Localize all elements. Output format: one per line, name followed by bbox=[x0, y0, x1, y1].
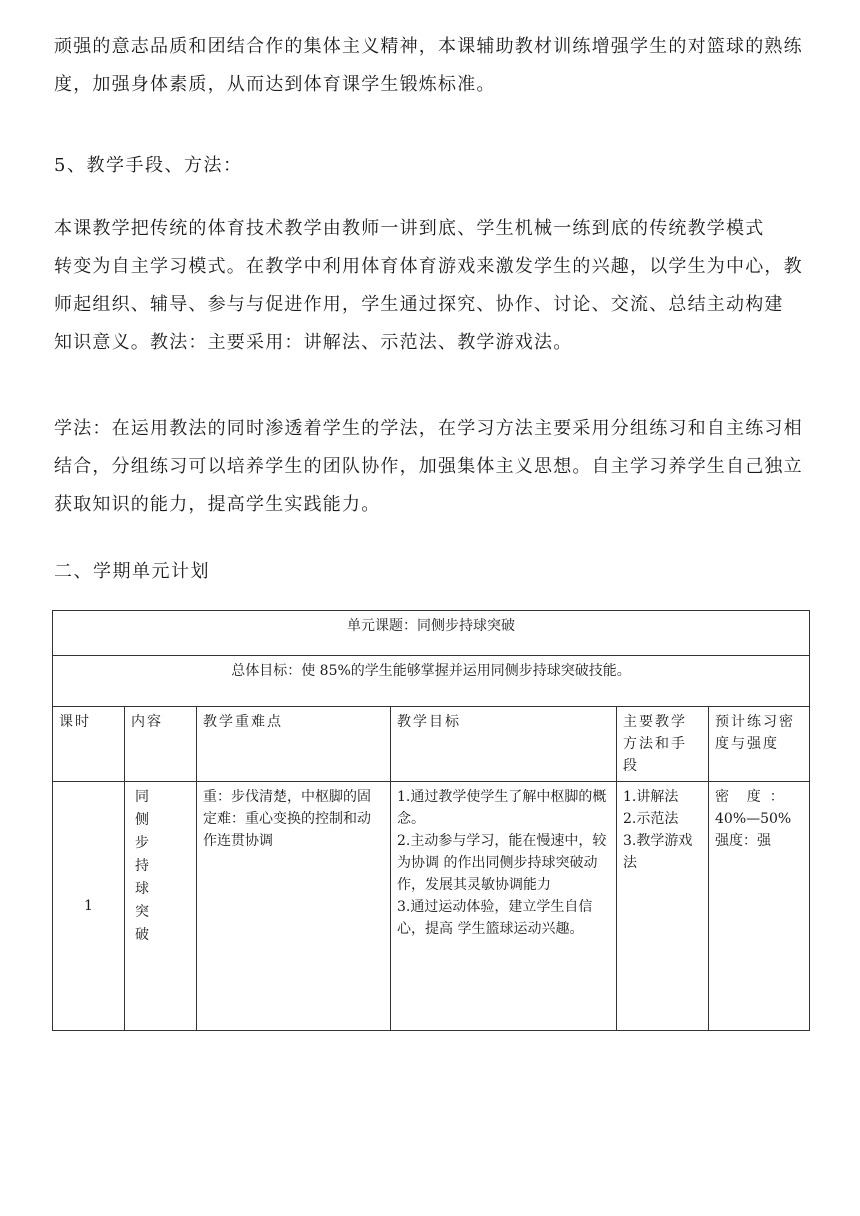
intensity-strength: 40%—50%强度：强 bbox=[715, 811, 792, 849]
objective-item: 2.主动参与学习，能在慢速中，较为协调 的作出同侧步持球突破动作，发展其灵敏协调能力 bbox=[397, 833, 607, 893]
header-objectives: 教学目标 bbox=[391, 707, 617, 782]
paragraph-2 bbox=[54, 210, 810, 362]
paragraph-1 bbox=[54, 28, 810, 104]
text-line: 结合，分组练习可以培养学生的团队协作，加强集体主义思想。自主学习养学生自己独立 bbox=[54, 456, 803, 477]
content-char: 突 bbox=[135, 904, 149, 920]
unit-plan-table bbox=[52, 610, 810, 1031]
header-content: 内容 bbox=[125, 707, 197, 782]
intensity-cell bbox=[709, 782, 810, 1031]
table-row-unit-title bbox=[53, 611, 810, 656]
table-row bbox=[53, 782, 810, 1031]
text-line: 获取知识的能力，提高学生实践能力。 bbox=[54, 494, 381, 515]
header-intensity: 预计练习密度与强度 bbox=[709, 707, 810, 782]
text-line: 师起组织、辅导、参与与促进作用，学生通过探究、协作、讨论、交流、总结主动构建 bbox=[54, 294, 784, 315]
content-char: 球 bbox=[135, 881, 149, 897]
header-methods: 主要教学方法和手段 bbox=[617, 707, 709, 782]
paragraph-3 bbox=[54, 410, 810, 524]
text-line: 度，加强身体素质，从而达到体育课学生锻炼标准。 bbox=[54, 74, 496, 95]
objectives-cell bbox=[391, 782, 617, 1031]
table-row-overall-goal bbox=[53, 656, 810, 707]
method-item: 2.示范法 bbox=[623, 811, 679, 827]
content-char: 步 bbox=[135, 835, 149, 851]
content-cell bbox=[125, 782, 197, 1031]
section-heading-5: 5、教学手段、方法： bbox=[54, 155, 243, 176]
objective-item: 3.通过运动体验，建立学生自信心，提高 学生篮球运动兴趣。 bbox=[397, 899, 593, 937]
text-line: 顽强的意志品质和团结合作的集体主义精神，本课辅助教材训练增强学生的对篮球的熟练 bbox=[54, 36, 803, 57]
lesson-number-cell: 1 bbox=[53, 782, 125, 1031]
method-item: 1.讲解法 bbox=[623, 789, 679, 805]
content-char: 持 bbox=[135, 858, 149, 874]
section-heading-2: 二、学期单元计划 bbox=[54, 561, 210, 582]
content-char: 侧 bbox=[135, 812, 149, 828]
methods-cell bbox=[617, 782, 709, 1031]
text-line: 转变为自主学习模式。在教学中利用体育体育游戏来激发学生的兴趣，以学生为中心，教 bbox=[54, 256, 803, 277]
header-key-points: 教学重难点 bbox=[197, 707, 391, 782]
intensity-density: 密 度 ： bbox=[715, 789, 784, 805]
content-vertical-text bbox=[135, 786, 149, 947]
text-line: 知识意义。教法：主要采用：讲解法、示范法、教学游戏法。 bbox=[54, 332, 573, 353]
text-line: 本课教学把传统的体育技术教学由教师一讲到底、学生机械一练到底的传统教学模式 bbox=[54, 218, 765, 239]
content-char: 破 bbox=[135, 927, 149, 943]
overall-goal-cell: 总体目标：使 85%的学生能够掌握并运用同侧步持球突破技能。 bbox=[53, 656, 810, 707]
content-char: 同 bbox=[135, 789, 149, 805]
text-line: 学法：在运用教法的同时渗透着学生的学法，在学习方法主要采用分组练习和自主练习相 bbox=[54, 418, 803, 439]
header-lesson: 课时 bbox=[53, 707, 125, 782]
key-points-cell: 重：步伐清楚，中枢脚的固定难：重心变换的控制和动作连贯协调 bbox=[197, 782, 391, 1031]
method-item: 3.教学游戏法 bbox=[623, 833, 693, 871]
unit-title-cell: 单元课题：同侧步持球突破 bbox=[53, 611, 810, 656]
table-header-row bbox=[53, 707, 810, 782]
objective-item: 1.通过教学使学生了解中枢脚的概念。 bbox=[397, 789, 607, 827]
